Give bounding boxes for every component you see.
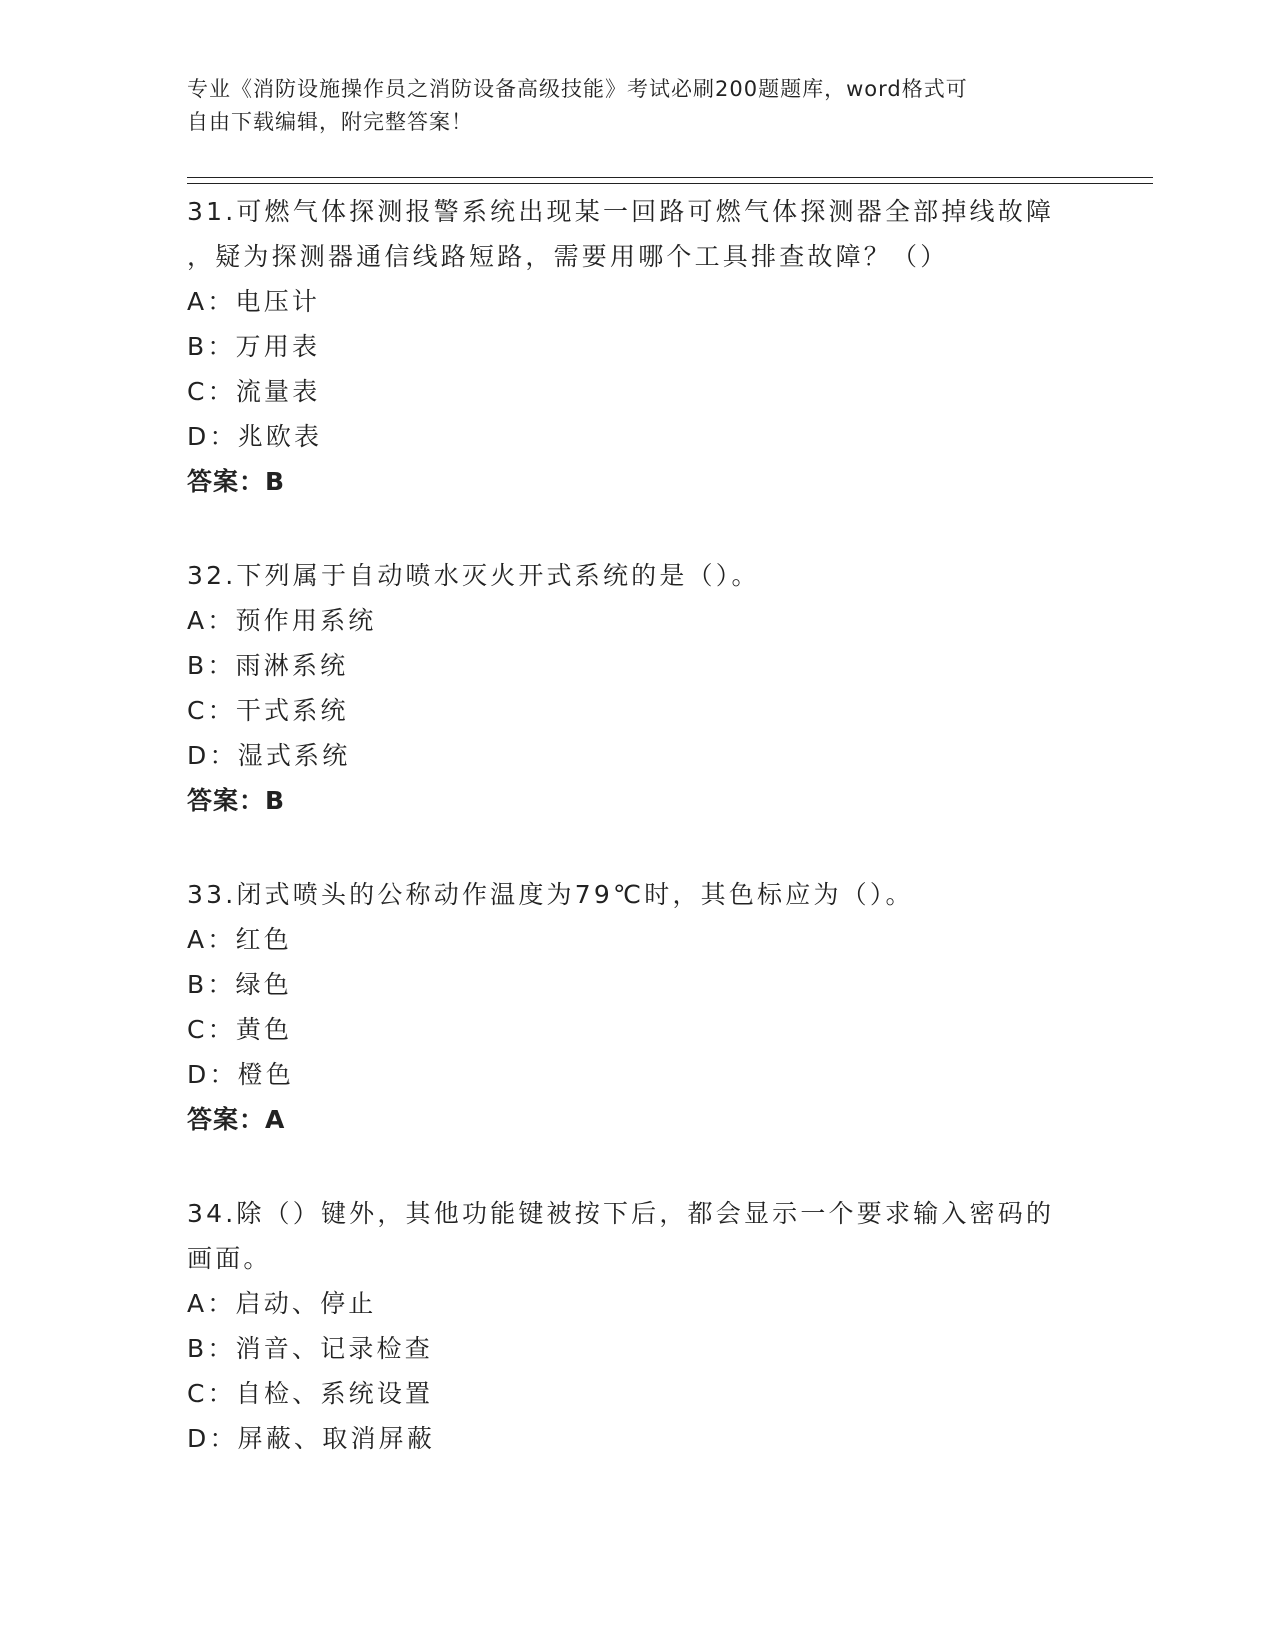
option-d: D：湿式系统 xyxy=(187,741,351,770)
header-line-2: 自由下载编辑，附完整答案！ xyxy=(187,110,473,134)
header-line-1: 专业《消防设施操作员之消防设备高级技能》考试必刷200题题库，word格式可 xyxy=(187,77,968,101)
option-b: B：万用表 xyxy=(187,332,321,361)
question-31 xyxy=(187,189,1087,504)
header-divider-top xyxy=(187,177,1153,178)
question-stem-line: 31.可燃气体探测报警系统出现某一回路可燃气体探测器全部掉线故障 xyxy=(187,197,1055,226)
option-d: D：橙色 xyxy=(187,1060,295,1089)
option-b: B：雨淋系统 xyxy=(187,651,349,680)
question-32 xyxy=(187,553,1087,823)
option-a: A：红色 xyxy=(187,925,292,954)
option-c: C：干式系统 xyxy=(187,696,349,725)
document-header xyxy=(187,73,1087,139)
option-d: D：屏蔽、取消屏蔽 xyxy=(187,1424,436,1453)
answer-line: 答案：B xyxy=(187,467,286,496)
question-34 xyxy=(187,1191,1087,1461)
answer-line: 答案：B xyxy=(187,786,286,815)
option-c: C：黄色 xyxy=(187,1015,293,1044)
option-a: A：电压计 xyxy=(187,287,321,316)
option-b: B：消音、记录检查 xyxy=(187,1334,433,1363)
question-stem-line: ，疑为探测器通信线路短路，需要用哪个工具排查故障？（） xyxy=(187,242,949,271)
question-33 xyxy=(187,872,1087,1142)
question-stem-line: 32.下列属于自动喷水灭火开式系统的是（）。 xyxy=(187,561,760,590)
option-c: C：自检、系统设置 xyxy=(187,1379,434,1408)
header-divider-bottom xyxy=(187,183,1153,184)
option-a: A：启动、停止 xyxy=(187,1289,377,1318)
question-stem-line: 画面。 xyxy=(187,1244,272,1273)
option-c: C：流量表 xyxy=(187,377,321,406)
option-a: A：预作用系统 xyxy=(187,606,377,635)
option-b: B：绿色 xyxy=(187,970,292,999)
option-d: D：兆欧表 xyxy=(187,422,323,451)
question-stem-line: 33.闭式喷头的公称动作温度为79℃时，其色标应为（）。 xyxy=(187,880,914,909)
answer-line: 答案：A xyxy=(187,1105,286,1134)
question-stem-line: 34.除（）键外，其他功能键被按下后，都会显示一个要求输入密码的 xyxy=(187,1199,1055,1228)
